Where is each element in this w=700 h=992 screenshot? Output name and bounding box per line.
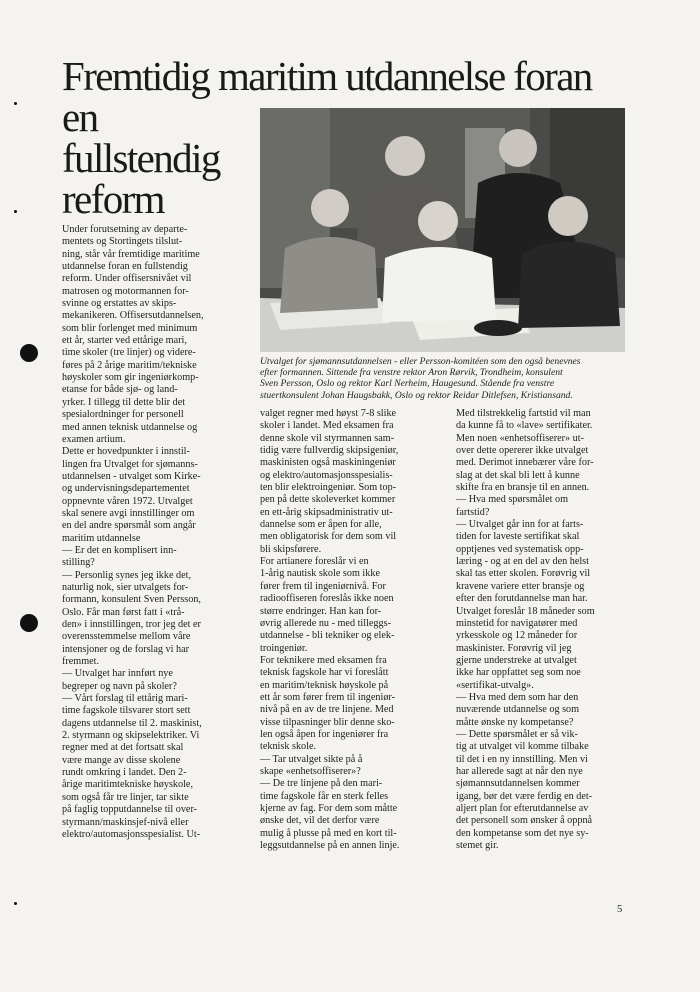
headline-line: fullstendig <box>62 135 220 181</box>
text-line: læring - og at en del av den helst <box>456 556 589 568</box>
text-line: dannelse som er åpen for alle, <box>260 519 382 531</box>
text-line: svinne og erstattes av skips- <box>62 298 177 310</box>
text-line: stilling? <box>62 557 95 569</box>
text-line: radiooffiseren foreslås ikke noen <box>260 593 394 605</box>
text-line: mulig å plusse på med en kort til- <box>260 827 397 839</box>
text-line: som også får tre linjer, tar sikte <box>62 791 189 803</box>
binder-hole <box>20 344 38 362</box>
text-line: — Personlig synes jeg ikke det, <box>62 569 192 581</box>
text-line: aljert plan for efterutdannelse av <box>456 803 589 814</box>
text-column-1 <box>62 224 234 841</box>
text-line: leggsutdannelse på en annen linje. <box>260 840 400 852</box>
text-line: tig at utvalget vil komme tilbake <box>456 741 589 753</box>
text-line: igang, bør det være ferdig en det- <box>456 790 593 802</box>
text-line: — Vårt forslag til ettårig mari- <box>62 693 188 705</box>
text-line: teknisk fagskole har vi foreslått <box>260 667 389 679</box>
text-line: — Utvalget har innført nye <box>62 668 173 680</box>
caption-line: efter formannen. Sittende fra venstre rektor Aron Rørvik, Trondheim, konsulent <box>260 367 563 379</box>
text-line: årige maritimtekniske høyskole, <box>62 779 193 791</box>
text-line: yrker. I tillegg til dette blir det <box>62 396 186 408</box>
text-line: sjømannsutdannelsen kommer <box>456 778 580 790</box>
text-line: matrosen og motormannen for- <box>62 285 189 297</box>
text-line: ønske det, vil det derfor være <box>260 815 380 827</box>
caption-line: stuertkonsulent Johan Haugsbakk, Oslo og rektor Reidar Ditlefsen, Kristiansand. <box>260 389 573 401</box>
text-line: For artianere foreslår vi en <box>260 556 369 568</box>
text-line: den» i innstillingen, tror jeg det er <box>62 619 201 630</box>
text-column-3 <box>456 408 628 852</box>
speck <box>14 210 17 213</box>
text-line: examen artium. <box>62 433 126 445</box>
text-line: ning, står vår fremtidige maritime <box>62 248 200 260</box>
text-line: skal tas etter skolen. Forøvrig vil <box>456 568 591 580</box>
text-line: efter den forutdannelse man har. <box>456 593 588 605</box>
text-line: overensstemmelse mellom våre <box>62 631 191 643</box>
text-line: utdannelsen - utvalget som Kirke- <box>62 470 201 482</box>
group-photo <box>260 108 625 352</box>
text-line: være mange av disse skolene <box>62 754 181 766</box>
text-line: kjerne av fag. For dem som måtte <box>260 803 398 814</box>
text-line: — Er det en komplisert inn- <box>62 544 177 556</box>
text-line: en maritim/teknisk høyskole på <box>260 679 389 691</box>
text-line: kravene variere etter bransje og <box>456 580 585 592</box>
text-line: ett år, starter ved ettårige mari, <box>62 335 187 347</box>
text-line: time fagskole tilsvarer stort sett <box>62 705 191 717</box>
text-line: måtte ønske ny kompetanse? <box>456 716 574 728</box>
text-line: etanse for både sjø- og land- <box>62 384 178 396</box>
text-line: nuværende utdannelse og som <box>456 704 580 716</box>
text-line: og undervisningsdepartementet <box>62 483 190 495</box>
text-line: len også åpen for ingeniører fra <box>260 728 389 740</box>
text-line: på faglig topputdannelse til over- <box>62 804 198 816</box>
text-line: minstetid for navigatører med <box>456 617 578 629</box>
text-line: 1-årig nautisk skole som ikke <box>260 568 380 580</box>
text-line: mekanikeren. Offisersutdannelsen, <box>62 310 204 322</box>
text-line: valget regner med høyst 7-8 slike <box>260 408 397 419</box>
text-line: tiden for laveste sertifikat skal <box>456 531 580 543</box>
text-line: time skoler (tre linjer) og videre- <box>62 347 196 359</box>
headline-line: Fremtidig maritim utdannelse foran <box>62 53 592 99</box>
text-line: — Utvalget går inn for at farts- <box>456 519 584 531</box>
text-line: skifte fra en bransje til en annen. <box>456 482 590 494</box>
text-line: og elektro/automasjonsspesialis- <box>260 469 393 481</box>
text-line: en del andre spørsmål som angår <box>62 520 196 532</box>
text-line: fører frem til ingeniørnivå. For <box>260 580 386 592</box>
text-line: tidig være fullverdig skipsigeniør, <box>260 445 399 457</box>
text-line: ett år som fører frem til ingeniør- <box>260 691 396 703</box>
text-line: øvrig allerede nu - med tilleggs- <box>260 617 391 629</box>
text-line: skape «enhetsoffiserer»? <box>260 765 361 777</box>
text-line: den kompetanse som det nye sy- <box>456 827 589 839</box>
text-line: — Hva med dem som har den <box>456 691 579 703</box>
text-line: det personell som ønsker å oppnå <box>456 815 593 827</box>
text-line: opptjenes ved systematisk opp- <box>456 543 584 555</box>
text-line: elektro/automasjonsspesialist. Ut- <box>62 828 201 840</box>
text-line: maritim utdannelse <box>62 532 141 544</box>
text-line: med annen teknisk utdannelse og <box>62 421 198 433</box>
text-line: begreper og navn på skoler? <box>62 680 177 692</box>
text-line: maskinisten også maskiningeniør <box>260 457 396 469</box>
text-line: maskinister. Forøvrig vil jeg <box>456 642 572 654</box>
text-line: større endringer. Han kan for- <box>260 605 382 617</box>
text-line: bli skipsførere. <box>260 543 322 555</box>
text-line: slag at det skal bli lett å kunne <box>456 469 580 481</box>
text-line: Men noen «enhetsoffiserer» ut- <box>456 432 584 444</box>
text-line: Dette er hovedpunkter i innstil- <box>62 446 190 458</box>
text-line: til det i en ny innstilling. Men vi <box>456 753 588 765</box>
text-line: høyskoler som gir ingeniørkomp- <box>62 372 199 384</box>
text-line: reform. Under offisersnivået vil <box>62 273 192 285</box>
text-line: — Tar utvalget sikte på å <box>260 753 363 765</box>
speck <box>14 102 17 105</box>
text-line: Under forutsetning av departe- <box>62 224 188 235</box>
text-line: utdannelse - bli tekniker og elek- <box>260 630 395 642</box>
text-line: regner med at det fortsatt skal <box>62 742 184 754</box>
text-column-2 <box>260 408 432 852</box>
text-line: formann, konsulent Sven Persson, <box>62 594 201 606</box>
text-line: «sertifikat-utvalg». <box>456 679 534 691</box>
text-line: oppnevnte våren 1972. Utvalget <box>62 495 193 507</box>
text-line: naturlig nok, sier utvalgets for- <box>62 581 189 593</box>
text-line: dagens utdannelse til 2. maskinist, <box>62 717 202 729</box>
text-line: fartstid? <box>456 506 490 518</box>
text-line: nivå på en av de tre linjene. Med <box>260 704 394 716</box>
text-line: skoler i landet. Med eksamen fra <box>260 420 394 432</box>
text-line: utdannelse foran en fullstendig <box>62 261 188 273</box>
text-line: ikke har oppfattet seg som noe <box>456 667 581 679</box>
text-line: en ett-årig skipsadministrativ ut- <box>260 506 393 518</box>
text-line: har allerede sagt at når den nye <box>456 765 583 777</box>
text-line: Utvalget foreslår 18 måneder som <box>456 605 595 617</box>
text-line: som blir forlenget med minimum <box>62 322 198 334</box>
text-line: denne skole vil styrmannen sam- <box>260 432 395 444</box>
text-line: intensjoner og de forslag vi har <box>62 643 190 655</box>
text-line: men obligatorisk for dem som vil <box>260 531 397 543</box>
binder-hole <box>20 614 38 632</box>
text-line: lingen fra Utvalget for sjømanns- <box>62 458 198 470</box>
text-line: over dette opererer ikke utvalget <box>456 445 589 457</box>
text-line: time fagskole får en sterk felles <box>260 790 389 802</box>
text-line: gjerne understreke at utvalget <box>456 654 577 666</box>
text-line: yrkesskole og 12 måneder for <box>456 630 578 642</box>
speck <box>14 902 17 905</box>
text-line: Med tilstrekkelig fartstid vil man <box>456 408 591 419</box>
caption-line: Sven Persson, Oslo og rektor Karl Nerheim, Haugesund. Stående fra venstre <box>260 378 555 390</box>
text-line: visse tilpasninger blir denne sko- <box>260 716 395 728</box>
text-line: troingeniør. <box>260 642 308 654</box>
text-line: Oslo. Får man først fatt i «trå- <box>62 606 185 618</box>
text-line: ten blir elektroingeniør. Som top- <box>260 482 397 494</box>
photo-caption <box>260 356 630 401</box>
text-line: da kunne få to «lave» sertifikater. <box>456 420 593 432</box>
headline-line: en <box>62 94 98 140</box>
text-line: For teknikere med eksamen fra <box>260 654 387 666</box>
text-line: fremmet. <box>62 656 100 668</box>
text-line: — Dette spørsmålet er så vik- <box>456 728 578 740</box>
headline-line: reform <box>62 176 164 222</box>
text-line: stemet gir. <box>456 840 499 852</box>
text-line: 2. styrmann og skipselektriker. Vi <box>62 730 200 742</box>
text-line: med. Derimot innebærer våre for- <box>456 457 594 469</box>
text-line: — De tre linjene på den mari- <box>260 778 383 790</box>
text-line: mentets og Stortingets tilslut- <box>62 236 183 248</box>
text-line: teknisk skole. <box>260 741 317 753</box>
text-line: pen på dette skoleverket kommer <box>260 494 396 506</box>
text-line: føres på 2 årige maritim/tekniske <box>62 359 197 371</box>
text-line: skal senere avgi innstillinger om <box>62 507 195 519</box>
page-number: 5 <box>617 904 623 915</box>
caption-line: Utvalget for sjømannsutdannelsen - eller Persson-komitéen som den også benevnes <box>260 356 581 367</box>
text-line: rundt omkring i landet. Den 2- <box>62 767 187 779</box>
text-line: spesialordninger for personell <box>62 409 184 421</box>
text-line: — Hva med spørsmålet om <box>456 494 569 506</box>
text-line: styrmann/maskinsjef-nivå eller <box>62 816 189 828</box>
